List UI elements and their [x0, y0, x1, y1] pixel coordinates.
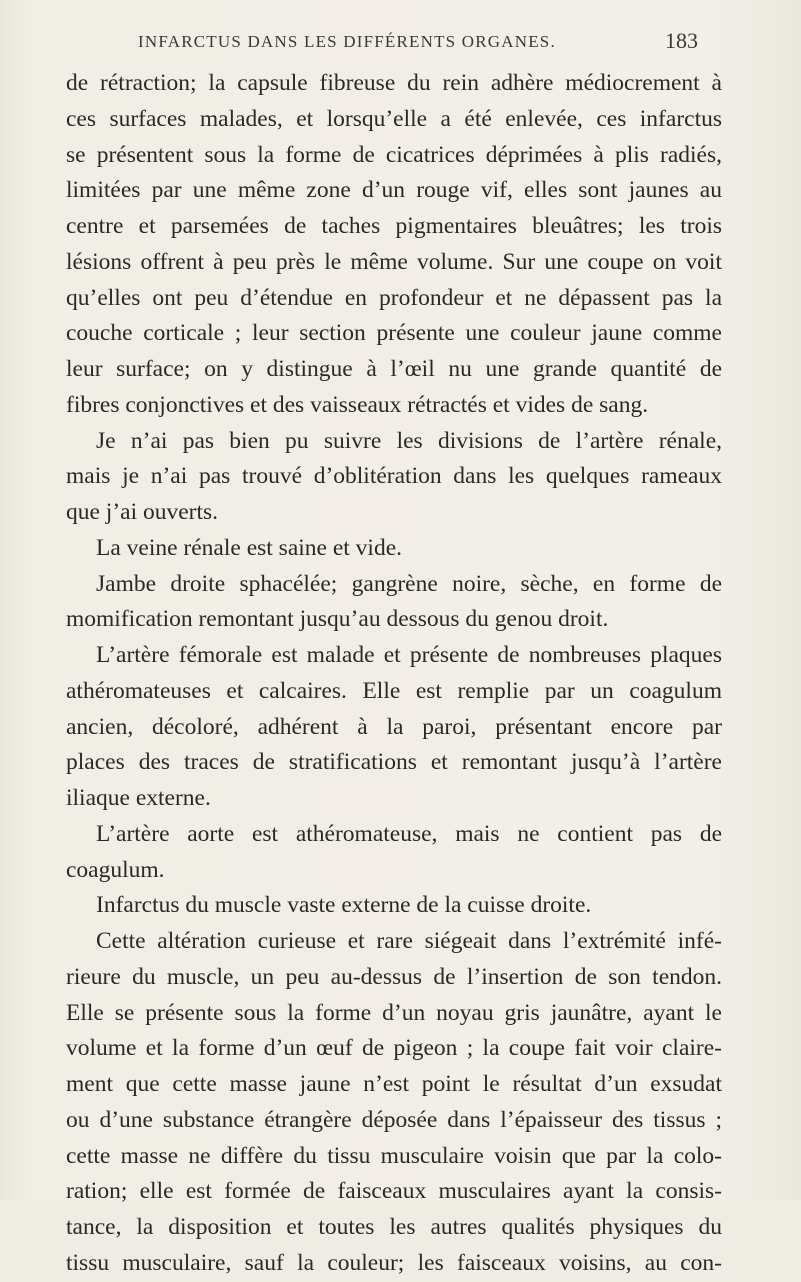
text-line: iliaque externe. [66, 785, 211, 811]
text-line: L’artère fémorale est malade et présente de nombreuses plaques [96, 642, 722, 668]
running-title: INFARCTUS DANS LES DIFFÉRENTS ORGANES. [138, 32, 556, 51]
text-line: places des traces de stratifications et remontant jusqu’à l’artère [66, 749, 722, 776]
text-line: tance, la disposition et toutes les autres qualités physiques du [66, 1214, 722, 1240]
text-line: La veine rénale est saine et vide. [96, 534, 403, 561]
text-line: volume et la forme d’un œuf de pigeon ; la coupe fait voir claire- [66, 1035, 722, 1062]
text-line: L’artère aorte est athéromateuse, mais ne contient pas de [96, 820, 722, 847]
text-line: Jambe droite sphacélée; gangrène noire, sèche, en forme de [96, 570, 722, 597]
text-line: ou d’une substance étrangère déposée dans l’épaisseur des tissus ; [66, 1106, 722, 1133]
text-line: rieure du muscle, un peu au-dessus de l’insertion de son tendon. [66, 963, 722, 990]
text-line: que j’ai ouverts. [66, 499, 219, 525]
text-line: Cette altération curieuse et rare siégeait dans l’extrémité infé- [96, 928, 722, 954]
text-line: Infarctus du muscle vaste externe de la cuisse droite. [96, 892, 592, 919]
text-line: centre et parsemées de taches pigmentaires bleuâtres; les trois [66, 213, 722, 239]
text-line: Elle se présente sous la forme d’un noyau gris jaunâtre, ayant le [66, 999, 722, 1026]
running-head [138, 30, 698, 52]
page-number: 183 [665, 28, 698, 53]
text-line: athéromateuses et calcaires. Elle est remplie par un coagulum [66, 677, 722, 704]
text-line: lésions offrent à peu près le même volume. Sur une coupe on voit [66, 248, 722, 275]
text-line: mais je n’ai pas trouvé d’oblitération dans les quelques rameaux [66, 463, 722, 490]
text-line: fibres conjonctives et des vaisseaux rétractés et vides de sang. [66, 391, 649, 418]
text-line: ment que cette masse jaune n’est point le résultat d’un exsudat [66, 1071, 722, 1097]
text-line: leur surface; on y distingue à l’œil nu une grande quantité de [66, 356, 722, 382]
body-text [66, 66, 722, 1282]
text-line: ancien, décoloré, adhérent à la paroi, présentant encore par [66, 713, 722, 740]
text-line: couche corticale ; leur section présente une couleur jaune comme [66, 320, 722, 347]
text-line: coagulum. [66, 856, 165, 883]
text-line: ration; elle est formée de faisceaux musculaires ayant la consis- [66, 1178, 722, 1205]
text-line: Je n’ai pas bien pu suivre les divisions de l’artère rénale, [96, 427, 722, 454]
text-line: ces surfaces malades, et lorsqu’elle a été enlevée, ces infarctus [66, 105, 722, 132]
text-line: de rétraction; la capsule fibreuse du rein adhère médiocrement à [66, 70, 722, 96]
text-line: momification remontant jusqu’au dessous du genou droit. [66, 606, 609, 633]
text-line: limitées par une même zone d’un rouge vif, elles sont jaunes au [66, 177, 722, 204]
text-line: qu’elles ont peu d’étendue en profondeur et ne dépassent pas la [66, 284, 722, 311]
text-line: tissu musculaire, sauf la couleur; les faisceaux voisins, au con- [66, 1249, 722, 1276]
text-line: cette masse ne diffère du tissu musculaire voisin que par la colo- [66, 1142, 722, 1169]
text-line: se présentent sous la forme de cicatrices déprimées à plis radiés, [66, 141, 722, 168]
